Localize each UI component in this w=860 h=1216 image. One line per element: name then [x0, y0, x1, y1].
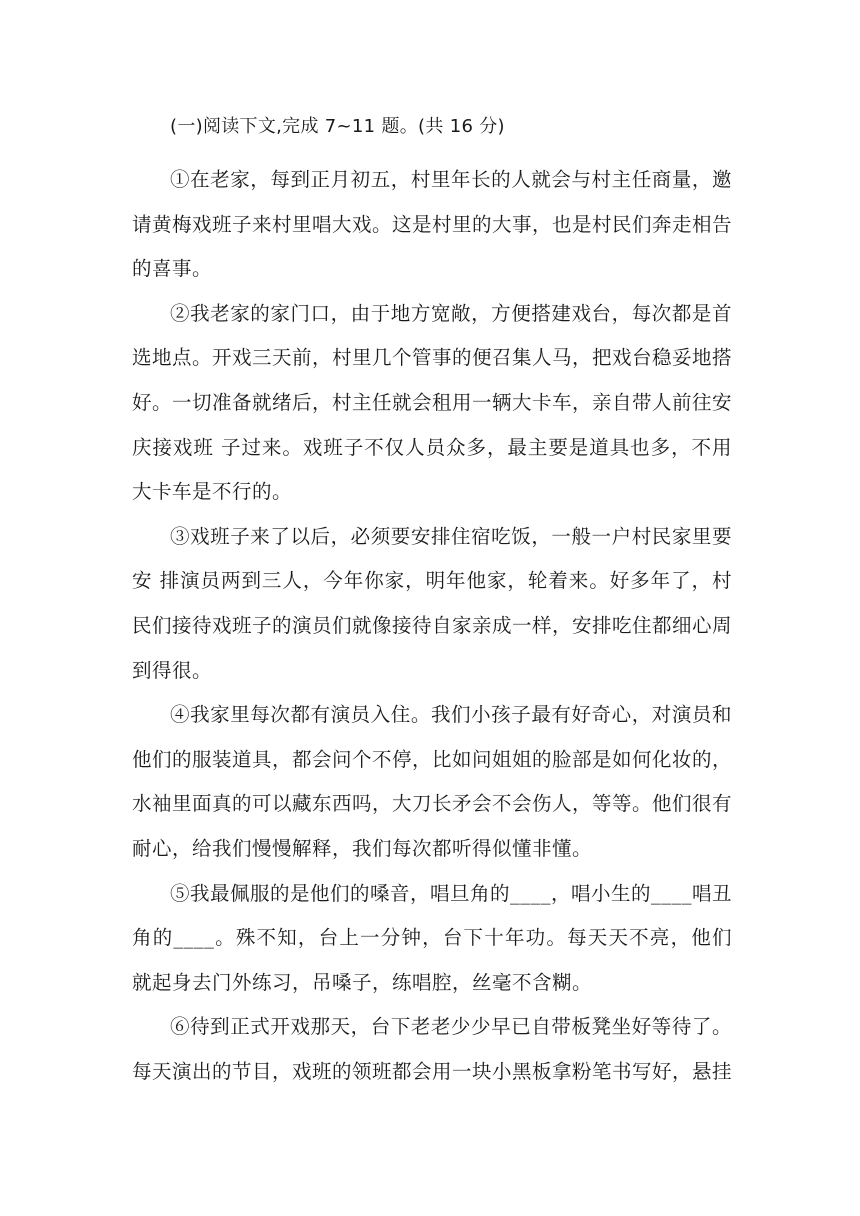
paragraph-6: ⑥待到正式开戏那天，台下老老少少早已自带板凳坐好等待了。每天演出的节目，戏班的领班都会用一块小黑板拿粉笔书写好，悬挂: [132, 1015, 733, 1083]
question-header: (一)阅读下文,完成 7~11 题。(共 16 分): [170, 116, 505, 137]
paragraph-4: ④我家里每次都有演员入住。我们小孩子最有好奇心，对演员和他们的服装道具，都会问个不停，比如问姐姐的脸部是如何化妆的，水袖里面真的可以藏东西吗，大刀长矛会不会伤人，等等。他们很有耐心，给我们慢慢解释，我们每次都听得似懂非懂。: [132, 703, 733, 860]
paragraph-1: ①在老家，每到正月初五，村里年长的人就会与村主任商量，邀请黄梅戏班子来村里唱大戏。这是村里的大事，也是村民们奔走相告的喜事。: [132, 168, 733, 281]
paragraph-2: ②我老家的家门口，由于地方宽敞，方便搭建戏台，每次都是首选地点。开戏三天前，村里几个管事的便召集人马，把戏台稳妥地搭好。一切准备就绪后，村主任就会租用一辆大卡车，亲自带人前往安庆接戏班 子过来。戏班子不仅人员众多，最主要是道具也多，不用大卡车是不行的。: [132, 301, 733, 504]
paragraph-5: ⑤我最佩服的是他们的嗓音，唱旦角的____，唱小生的____唱丑角的____。殊不知，台上一分钟，台下十年功。每天天不亮，他们就起身去门外练习，吊嗓子，练唱腔，丝毫不含糊。: [132, 881, 733, 994]
document-page: [132, 112, 732, 1094]
paragraph-3: ③戏班子来了以后，必须要安排住宿吃饭，一般一户村民家里要安 排演员两到三人，今年你家，明年他家，轮着来。好多年了，村民们接待戏班子的演员们就像接待自家亲成一样，安排吃住都细心周到得很。: [132, 524, 733, 682]
